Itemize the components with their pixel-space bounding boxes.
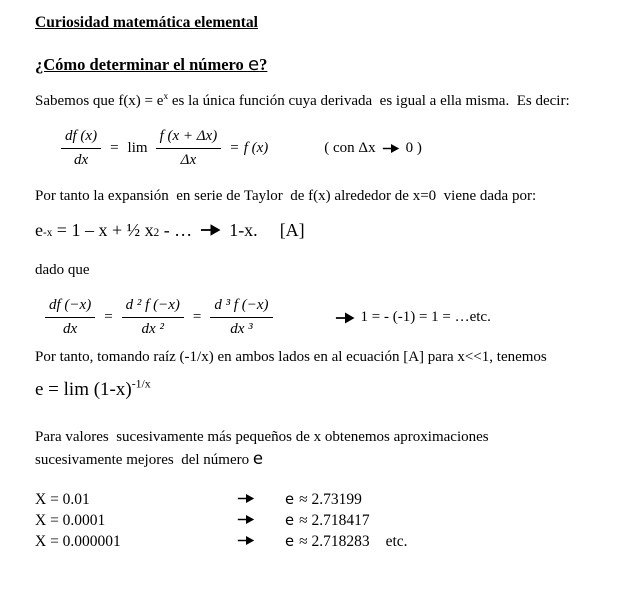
arrow-cell (231, 531, 285, 552)
arrow-right-icon (382, 142, 400, 155)
arrow-cell (231, 489, 285, 510)
equation-a: e -x = 1 – x + ½ x 2 - … 1-x. [A] (35, 220, 305, 240)
euler-e-symbol: e (285, 512, 295, 529)
equals-sign: = (110, 140, 119, 156)
euler-e-symbol: e (285, 533, 295, 550)
formula-derivative-chain (41, 296, 604, 339)
arrow-right-icon (237, 534, 255, 547)
eq-a-base: e (35, 220, 43, 240)
equation-e-limit (35, 377, 604, 403)
paragraph-raiz: Por tanto, tomando raíz (-1/x) en ambos lados en al ecuación [A] para x<<1, tenemos (35, 349, 547, 365)
fraction-numerator: d ³ f (−x) (210, 296, 272, 318)
equals-sign: = (230, 140, 239, 156)
fraction-df-dx (61, 127, 101, 170)
e-approximation (285, 510, 386, 531)
arrow-right-icon (200, 223, 221, 237)
x-value: X = 0.0001 (35, 512, 106, 529)
intro-text-cont: es la única función cuya derivada es igual a ella misma. Es decir: (168, 93, 570, 109)
fraction-numerator: d ² f (−x) (122, 296, 184, 318)
table-row (35, 510, 604, 531)
eq-a-tail: - … (159, 220, 193, 240)
approx-value: ≈ 2.73199 (299, 491, 362, 508)
x-value: X = 0.01 (35, 491, 90, 508)
note-text-cont: 0 ) (405, 140, 422, 156)
paragraph-intro (35, 91, 604, 111)
fraction-numerator: f (x + Δx) (156, 127, 222, 149)
fraction-denominator: dx ³ (230, 321, 253, 337)
e-approximation (285, 531, 408, 552)
arrow-right-icon (237, 492, 255, 505)
table-row (35, 531, 604, 552)
fraction-difference-quotient (156, 127, 222, 170)
fraction-third-derivative (210, 296, 272, 339)
eq-e-body: e = lim (1-x) (35, 379, 132, 400)
paragraph-dado-que: dado que (35, 262, 90, 278)
formula-derivative (57, 127, 604, 170)
fraction-first-derivative (45, 296, 95, 339)
euler-e-symbol: e (247, 54, 260, 75)
valores-line2: sucesivamente mejores del número (35, 452, 253, 468)
limit-operator: lim (127, 140, 148, 156)
fraction-denominator: dx ² (141, 321, 164, 337)
approximation-table (35, 489, 604, 552)
arrow-right-icon (335, 311, 355, 325)
eq-a-series: = 1 – x + ½ x (52, 220, 154, 240)
eq-a-result: 1-x. (229, 220, 258, 240)
subtitle-text: ¿Cómo determinar el número (35, 55, 248, 74)
exponent-x: x (163, 92, 169, 102)
e-approximation (285, 489, 378, 510)
approx-value: ≈ 2.718417 (299, 512, 370, 529)
fraction-numerator: df (x) (61, 127, 101, 149)
fraction-numerator: df (−x) (45, 296, 95, 318)
paragraph-taylor: Por tanto la expansión en serie de Taylor de f(x) alrededor de x=0 viene dada por: (35, 188, 537, 204)
fraction-second-derivative (122, 296, 184, 339)
euler-e-symbol: e (252, 449, 264, 468)
equals-sign: = (192, 309, 202, 325)
chain-result (329, 308, 491, 327)
fraction-denominator: dx (73, 152, 89, 168)
document-subtitle (35, 54, 604, 76)
extra-note: etc. (385, 533, 408, 550)
document-title: Curiosidad matemática elemental (35, 14, 258, 31)
fraction-denominator: Δx (180, 152, 197, 168)
arrow-cell (231, 510, 285, 531)
eq-a-label: [A] (279, 220, 305, 240)
limit-condition-note (324, 139, 422, 158)
function-fx: f (x) (243, 140, 269, 156)
eq-e-exponent: -1/x (131, 377, 151, 391)
approx-value: ≈ 2.718283 (299, 533, 370, 550)
table-row (35, 489, 604, 510)
intro-text: Sabemos que f(x) = e (35, 93, 164, 109)
valores-line1: Para valores sucesivamente más pequeños de x obtenemos aproximaciones (35, 429, 489, 445)
subtitle-question-mark: ? (259, 55, 268, 74)
chain-result-text: 1 = - (-1) = 1 = …etc. (360, 309, 491, 325)
note-text: ( con Δx (324, 140, 376, 156)
fraction-denominator: dx (63, 321, 78, 337)
euler-e-symbol: e (285, 491, 295, 508)
equals-sign: = (104, 309, 113, 325)
paragraph-valores (35, 427, 604, 471)
x-value: X = 0.000001 (35, 533, 121, 550)
arrow-right-icon (237, 513, 255, 526)
